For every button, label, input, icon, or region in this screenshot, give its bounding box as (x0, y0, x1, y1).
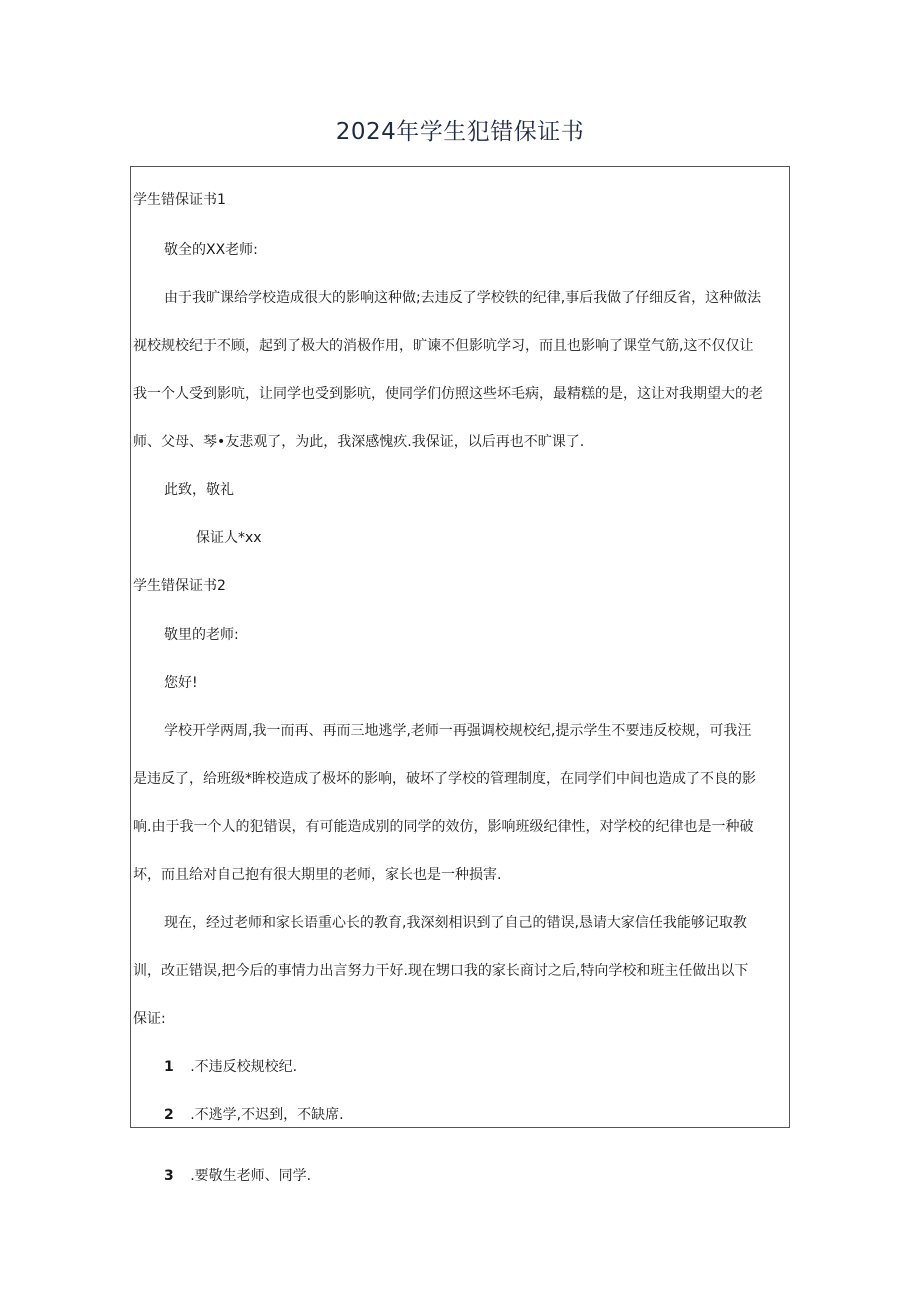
letter1-body-line: 视校规校纪于不顾，起到了极大的消极作用，旷谏不但影吭学习，而且也影响了课堂气筋,这不仅仅让 (133, 338, 754, 354)
list-item-text: .不违反校规校纪. (190, 1059, 298, 1075)
letter2-para1-line: 坏，而且给对自己抱有很大期里的老师，家长也是一种损害. (133, 867, 502, 883)
list-item (164, 1166, 311, 1186)
letter2-greeting: 您好! (164, 675, 198, 691)
letter2-para2-line: 保证: (133, 1011, 166, 1027)
letter2-salutation: 敬里的老师: (164, 627, 239, 643)
letter1-closing: 此致，敬礼 (164, 482, 234, 498)
list-item-number: 1 (164, 1059, 174, 1075)
content-frame (130, 166, 790, 1128)
letter2-para2-line: 训，改正错误,把今后的事情力出言努力干好.现在甥口我的家长商讨之后,特向学校和班主任做出以下 (133, 963, 749, 979)
list-item-text: .要敬生老师、同学. (190, 1168, 312, 1184)
letter1-body-line: 师、父母、琴•友悲观了，为此，我深感愧疚.我保证，以后再也不旷课了. (133, 434, 585, 450)
letter1-salutation: 敬全的XX老师: (164, 242, 258, 258)
list-item-text: .不逃学,不迟到，不缺席. (190, 1107, 344, 1123)
letter1-signature: 保证人*xx (196, 530, 262, 546)
list-item-number: 3 (164, 1168, 174, 1184)
letter2-para1-line: 响.由于我一个人的犯错误，有可能造成别的同学的效仿，影响班级纪律性，对学校的纪律也是一种破 (133, 819, 754, 835)
letter2-heading: 学生错保证书2 (133, 578, 226, 594)
letter1-body-line: 由于我旷课给学校造成很大的影响这种做;去违反了学校铁的纪律,事后我做了仔细反省，这种做法 (164, 290, 762, 306)
letter1-body-line: 我一个人受到影吭，让同学也受到影吭，使同学们仿照这些坏毛病，最精糕的是，这让对我期望大的老 (133, 386, 763, 402)
letter2-para1-line: 是违反了，给班级*眸校造成了极坏的影响，破坏了学校的管理制度，在同学们中间也造成了不良的影 (133, 771, 756, 787)
list-item-number: 2 (164, 1107, 174, 1123)
list-item (164, 1057, 297, 1077)
letter1-heading: 学生错保证书1 (133, 192, 226, 208)
document-title: 2024年学生犯错保证书 (335, 119, 585, 145)
list-item (164, 1105, 344, 1125)
letter2-para1-line: 学校开学两周,我一而再、再而三地逃学,老师一再强调校规校纪,提示学生不要违反校规，可我汪 (164, 723, 752, 739)
letter2-para2-line: 现在，经过老师和家长语重心长的教育,我深刻相识到了自己的错误,恳请大家信任我能够记取教 (164, 915, 747, 931)
